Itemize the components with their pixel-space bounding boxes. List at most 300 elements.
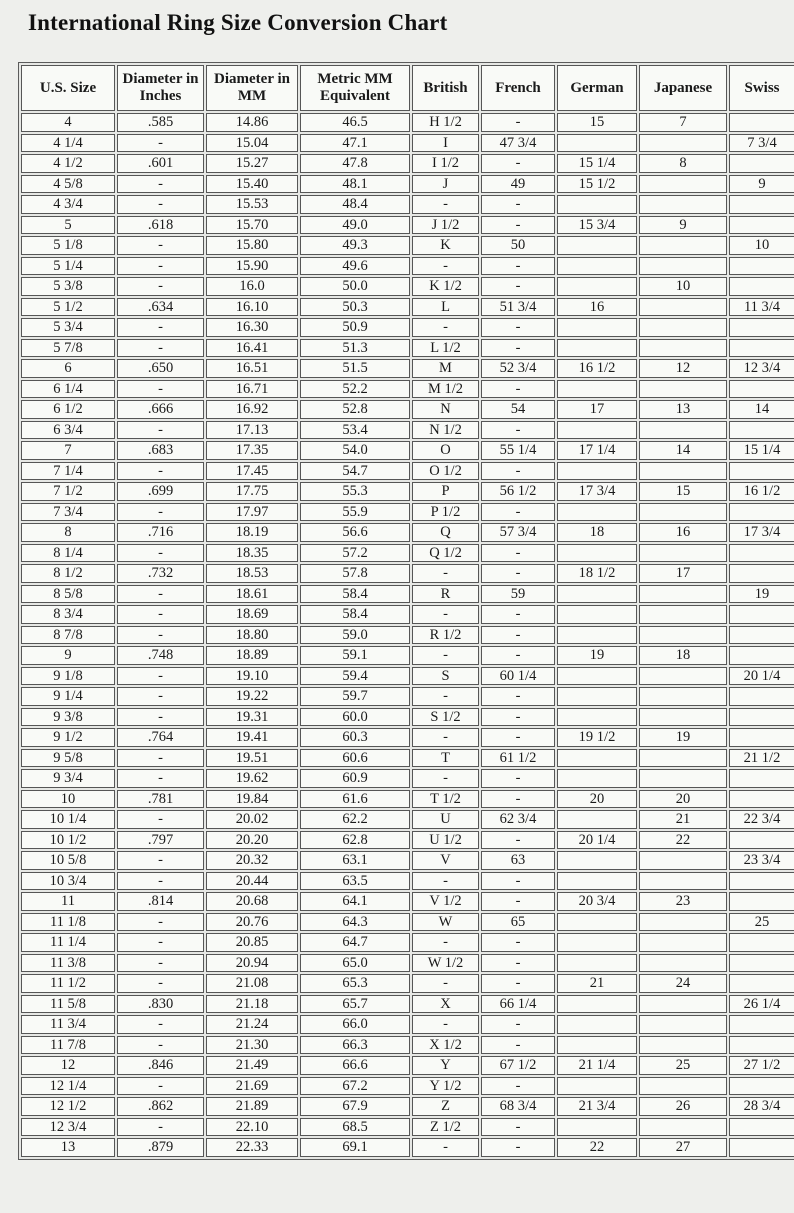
table-row — [21, 626, 794, 645]
table-cell: 5 — [21, 216, 115, 235]
table-cell: 65 — [481, 913, 555, 932]
table-cell: 9 3/8 — [21, 708, 115, 727]
table-cell: 18.35 — [206, 544, 298, 563]
table-cell: 5 3/8 — [21, 277, 115, 296]
table-row — [21, 1138, 794, 1157]
table-row — [21, 195, 794, 214]
table-cell: .650 — [117, 359, 204, 378]
table-row — [21, 462, 794, 481]
table-cell — [557, 585, 637, 604]
table-cell: Y 1/2 — [412, 1077, 479, 1096]
table-row — [21, 605, 794, 624]
table-cell — [639, 954, 727, 973]
table-cell: 22 — [557, 1138, 637, 1157]
table-cell: R 1/2 — [412, 626, 479, 645]
table-cell: 18 — [639, 646, 727, 665]
table-cell: 18.80 — [206, 626, 298, 645]
table-cell: 20 1/4 — [557, 831, 637, 850]
table-cell: - — [412, 564, 479, 583]
table-row — [21, 1056, 794, 1075]
table-cell: L 1/2 — [412, 339, 479, 358]
table-cell: 4 1/2 — [21, 154, 115, 173]
table-cell: 15.70 — [206, 216, 298, 235]
table-cell: 17 3/4 — [729, 523, 794, 542]
table-cell: N — [412, 400, 479, 419]
table-cell: - — [481, 626, 555, 645]
table-cell: - — [412, 728, 479, 747]
table-cell: 12 — [639, 359, 727, 378]
table-cell: 18.19 — [206, 523, 298, 542]
table-cell — [557, 954, 637, 973]
table-cell: 20.32 — [206, 851, 298, 870]
table-cell: 55.3 — [300, 482, 410, 501]
table-cell: 5 1/8 — [21, 236, 115, 255]
table-cell: 23 3/4 — [729, 851, 794, 870]
table-cell — [639, 708, 727, 727]
table-cell: 11 7/8 — [21, 1036, 115, 1055]
table-cell: T — [412, 749, 479, 768]
column-header: Swiss — [729, 65, 794, 111]
table-cell: 63.1 — [300, 851, 410, 870]
table-cell: 9 5/8 — [21, 749, 115, 768]
table-cell — [639, 872, 727, 891]
table-cell: 15 — [639, 482, 727, 501]
table-cell — [729, 1077, 794, 1096]
table-cell: - — [117, 134, 204, 153]
table-cell — [639, 1077, 727, 1096]
table-cell: - — [117, 769, 204, 788]
table-cell — [729, 113, 794, 132]
table-cell: 47.8 — [300, 154, 410, 173]
table-cell — [557, 277, 637, 296]
table-cell: 64.7 — [300, 933, 410, 952]
table-cell: 62.2 — [300, 810, 410, 829]
table-cell: Z 1/2 — [412, 1118, 479, 1137]
table-cell: 21 1/4 — [557, 1056, 637, 1075]
table-cell: - — [481, 339, 555, 358]
table-cell: 18.89 — [206, 646, 298, 665]
table-cell: 7 1/2 — [21, 482, 115, 501]
table-cell: 11 3/4 — [729, 298, 794, 317]
table-cell: 15 1/2 — [557, 175, 637, 194]
table-cell: - — [412, 605, 479, 624]
table-cell: 66 1/4 — [481, 995, 555, 1014]
table-cell: 59.4 — [300, 667, 410, 686]
table-cell: 60 1/4 — [481, 667, 555, 686]
table-cell: 21.69 — [206, 1077, 298, 1096]
table-cell: 11 5/8 — [21, 995, 115, 1014]
table-cell: 14.86 — [206, 113, 298, 132]
table-cell: 49 — [481, 175, 555, 194]
table-cell — [729, 564, 794, 583]
table-cell: - — [412, 933, 479, 952]
table-cell: - — [412, 769, 479, 788]
column-header: Metric MM Equivalent — [300, 65, 410, 111]
table-cell — [557, 872, 637, 891]
table-cell: - — [117, 175, 204, 194]
table-cell: 7 — [21, 441, 115, 460]
column-header: Diameter in Inches — [117, 65, 204, 111]
table-cell: 65.7 — [300, 995, 410, 1014]
table-body — [21, 113, 794, 1157]
table-cell: 16.51 — [206, 359, 298, 378]
table-cell: 19.22 — [206, 687, 298, 706]
table-cell: - — [117, 462, 204, 481]
table-cell: - — [117, 708, 204, 727]
table-cell: - — [481, 1015, 555, 1034]
table-cell: 11 1/4 — [21, 933, 115, 952]
table-cell: 4 1/4 — [21, 134, 115, 153]
table-cell: - — [481, 1118, 555, 1137]
table-cell: 49.3 — [300, 236, 410, 255]
table-cell: 11 — [21, 892, 115, 911]
table-cell — [729, 687, 794, 706]
table-cell: 57.8 — [300, 564, 410, 583]
table-cell: 50.9 — [300, 318, 410, 337]
table-cell — [729, 503, 794, 522]
table-cell: 21.08 — [206, 974, 298, 993]
table-cell: .683 — [117, 441, 204, 460]
table-cell — [557, 810, 637, 829]
column-header: Japanese — [639, 65, 727, 111]
table-cell: 21 — [557, 974, 637, 993]
table-cell: - — [412, 1015, 479, 1034]
table-cell: 66.6 — [300, 1056, 410, 1075]
table-cell: I — [412, 134, 479, 153]
table-cell: - — [481, 154, 555, 173]
table-cell: - — [117, 749, 204, 768]
table-cell — [729, 277, 794, 296]
table-cell: 49.6 — [300, 257, 410, 276]
table-cell — [729, 1118, 794, 1137]
table-row — [21, 216, 794, 235]
table-cell: 48.4 — [300, 195, 410, 214]
table-cell: 10 — [21, 790, 115, 809]
table-cell: .699 — [117, 482, 204, 501]
table-cell: 6 3/4 — [21, 421, 115, 440]
table-cell: W — [412, 913, 479, 932]
table-cell: 12 3/4 — [21, 1118, 115, 1137]
table-cell: 13 — [639, 400, 727, 419]
table-cell: 5 3/4 — [21, 318, 115, 337]
table-cell — [729, 831, 794, 850]
table-cell: - — [481, 421, 555, 440]
table-cell: 63.5 — [300, 872, 410, 891]
table-cell: 21 3/4 — [557, 1097, 637, 1116]
table-cell: 64.3 — [300, 913, 410, 932]
table-cell — [729, 892, 794, 911]
table-cell: 19 — [557, 646, 637, 665]
table-cell: K 1/2 — [412, 277, 479, 296]
table-cell: .585 — [117, 113, 204, 132]
table-cell: 20.76 — [206, 913, 298, 932]
table-cell — [729, 872, 794, 891]
table-cell: 57 3/4 — [481, 523, 555, 542]
table-cell — [557, 380, 637, 399]
table-cell: .618 — [117, 216, 204, 235]
table-cell: 5 1/4 — [21, 257, 115, 276]
table-cell: 62 3/4 — [481, 810, 555, 829]
table-cell: .732 — [117, 564, 204, 583]
table-cell: 26 1/4 — [729, 995, 794, 1014]
table-cell: 4 — [21, 113, 115, 132]
table-cell: 21.18 — [206, 995, 298, 1014]
table-cell: 23 — [639, 892, 727, 911]
table-cell: - — [481, 646, 555, 665]
table-cell: 9 — [639, 216, 727, 235]
table-cell: 24 — [639, 974, 727, 993]
table-cell: 21.30 — [206, 1036, 298, 1055]
table-cell: 57.2 — [300, 544, 410, 563]
table-cell: - — [117, 1118, 204, 1137]
table-cell: - — [481, 318, 555, 337]
table-cell: - — [117, 585, 204, 604]
table-cell: 13 — [21, 1138, 115, 1157]
table-cell: 19 1/2 — [557, 728, 637, 747]
table-cell: L — [412, 298, 479, 317]
table-cell: 5 7/8 — [21, 339, 115, 358]
table-cell: X — [412, 995, 479, 1014]
table-row — [21, 482, 794, 501]
table-cell — [557, 503, 637, 522]
table-cell — [639, 298, 727, 317]
table-row — [21, 113, 794, 132]
table-cell — [729, 790, 794, 809]
table-row — [21, 810, 794, 829]
table-cell — [729, 421, 794, 440]
table-row — [21, 831, 794, 850]
table-row — [21, 913, 794, 932]
table-cell: 20.02 — [206, 810, 298, 829]
table-cell: 16 — [639, 523, 727, 542]
table-cell: 6 1/4 — [21, 380, 115, 399]
table-cell: 12 3/4 — [729, 359, 794, 378]
table-cell: - — [117, 257, 204, 276]
table-cell: - — [117, 667, 204, 686]
table-cell: 17 1/4 — [557, 441, 637, 460]
table-cell: 11 3/8 — [21, 954, 115, 973]
table-cell: 11 1/8 — [21, 913, 115, 932]
table-cell: - — [412, 195, 479, 214]
table-cell — [639, 687, 727, 706]
table-cell: 60.6 — [300, 749, 410, 768]
table-row — [21, 277, 794, 296]
table-cell — [729, 462, 794, 481]
table-cell: 19.84 — [206, 790, 298, 809]
table-cell — [639, 585, 727, 604]
table-cell: 16.71 — [206, 380, 298, 399]
table-cell: - — [481, 728, 555, 747]
table-cell: - — [412, 646, 479, 665]
table-cell — [639, 318, 727, 337]
table-cell: 52.8 — [300, 400, 410, 419]
table-cell: 16.10 — [206, 298, 298, 317]
table-cell — [557, 195, 637, 214]
table-cell — [639, 605, 727, 624]
table-cell: 53.4 — [300, 421, 410, 440]
table-cell — [557, 995, 637, 1014]
table-cell: - — [117, 872, 204, 891]
table-cell: 18 1/2 — [557, 564, 637, 583]
table-cell: 27 1/2 — [729, 1056, 794, 1075]
table-cell: 61 1/2 — [481, 749, 555, 768]
table-cell: 65.3 — [300, 974, 410, 993]
table-cell: 46.5 — [300, 113, 410, 132]
table-row — [21, 564, 794, 583]
table-cell: I 1/2 — [412, 154, 479, 173]
table-cell: 25 — [729, 913, 794, 932]
table-cell: - — [481, 974, 555, 993]
table-cell: 8 1/2 — [21, 564, 115, 583]
table-cell: 11 1/2 — [21, 974, 115, 993]
table-cell: 14 — [639, 441, 727, 460]
table-cell: - — [117, 195, 204, 214]
table-cell: 51.5 — [300, 359, 410, 378]
table-cell: 20 — [639, 790, 727, 809]
table-cell: - — [117, 544, 204, 563]
table-cell: - — [117, 605, 204, 624]
table-row — [21, 872, 794, 891]
table-cell: - — [117, 277, 204, 296]
table-cell: M 1/2 — [412, 380, 479, 399]
table-cell: 19.10 — [206, 667, 298, 686]
table-cell — [639, 236, 727, 255]
table-cell — [639, 421, 727, 440]
table-cell — [557, 1036, 637, 1055]
table-cell: .814 — [117, 892, 204, 911]
table-cell: 10 — [639, 277, 727, 296]
table-cell: 51.3 — [300, 339, 410, 358]
table-row — [21, 667, 794, 686]
table-cell: H 1/2 — [412, 113, 479, 132]
table-row — [21, 769, 794, 788]
table-cell: - — [481, 872, 555, 891]
table-row — [21, 503, 794, 522]
table-cell: 63 — [481, 851, 555, 870]
table-cell — [729, 954, 794, 973]
table-cell: 59.0 — [300, 626, 410, 645]
table-cell: 15.04 — [206, 134, 298, 153]
table-cell: 68 3/4 — [481, 1097, 555, 1116]
table-cell — [729, 544, 794, 563]
table-cell: 10 5/8 — [21, 851, 115, 870]
table-cell: - — [481, 564, 555, 583]
table-cell: 15.40 — [206, 175, 298, 194]
table-cell — [639, 626, 727, 645]
table-cell: - — [117, 503, 204, 522]
table-cell: - — [117, 913, 204, 932]
table-cell: 22 3/4 — [729, 810, 794, 829]
table-cell: V — [412, 851, 479, 870]
table-cell — [729, 154, 794, 173]
table-cell: .634 — [117, 298, 204, 317]
table-cell — [639, 503, 727, 522]
table-cell: - — [481, 1138, 555, 1157]
table-cell: 52 3/4 — [481, 359, 555, 378]
table-cell: 20.44 — [206, 872, 298, 891]
table-cell — [557, 257, 637, 276]
table-cell: 52.2 — [300, 380, 410, 399]
table-cell: - — [117, 1077, 204, 1096]
table-cell: - — [481, 892, 555, 911]
table-cell: 16 1/2 — [729, 482, 794, 501]
table-cell: 17 3/4 — [557, 482, 637, 501]
column-header: French — [481, 65, 555, 111]
table-cell: J 1/2 — [412, 216, 479, 235]
table-cell: 15 1/4 — [557, 154, 637, 173]
table-cell: 60.9 — [300, 769, 410, 788]
table-cell: 20.20 — [206, 831, 298, 850]
table-cell: 17.13 — [206, 421, 298, 440]
table-cell: 9 1/4 — [21, 687, 115, 706]
table-cell: - — [117, 810, 204, 829]
table-cell — [639, 195, 727, 214]
table-cell: 47.1 — [300, 134, 410, 153]
table-cell — [639, 667, 727, 686]
table-cell: - — [481, 462, 555, 481]
table-cell: 9 3/4 — [21, 769, 115, 788]
table-cell: .764 — [117, 728, 204, 747]
table-cell: - — [481, 708, 555, 727]
table-cell: 15.80 — [206, 236, 298, 255]
table-cell: .716 — [117, 523, 204, 542]
table-cell: K — [412, 236, 479, 255]
table-row — [21, 257, 794, 276]
table-cell: 20.85 — [206, 933, 298, 952]
table-cell: 6 — [21, 359, 115, 378]
table-cell: 65.0 — [300, 954, 410, 973]
table-cell: 19 — [729, 585, 794, 604]
table-row — [21, 544, 794, 563]
table-cell: 19.41 — [206, 728, 298, 747]
table-cell: M — [412, 359, 479, 378]
table-cell: 21 — [639, 810, 727, 829]
table-cell: 12 — [21, 1056, 115, 1075]
table-cell — [639, 257, 727, 276]
table-cell — [557, 236, 637, 255]
table-cell: - — [117, 421, 204, 440]
table-cell: J — [412, 175, 479, 194]
table-cell — [729, 1015, 794, 1034]
table-cell: 17.35 — [206, 441, 298, 460]
table-cell — [557, 687, 637, 706]
table-cell: 66.3 — [300, 1036, 410, 1055]
table-cell — [557, 667, 637, 686]
table-cell: - — [481, 831, 555, 850]
table-cell: 21.89 — [206, 1097, 298, 1116]
table-cell: .846 — [117, 1056, 204, 1075]
table-cell: 10 1/4 — [21, 810, 115, 829]
table-cell — [557, 1015, 637, 1034]
table-cell: 15.53 — [206, 195, 298, 214]
table-cell: 16.41 — [206, 339, 298, 358]
table-row — [21, 1015, 794, 1034]
table-cell: 22.33 — [206, 1138, 298, 1157]
table-cell — [639, 339, 727, 358]
table-cell: 50 — [481, 236, 555, 255]
table-cell: 64.1 — [300, 892, 410, 911]
table-cell: 7 — [639, 113, 727, 132]
table-cell: 8 1/4 — [21, 544, 115, 563]
table-row — [21, 749, 794, 768]
table-cell: Q — [412, 523, 479, 542]
table-cell: 10 3/4 — [21, 872, 115, 891]
table-cell: 68.5 — [300, 1118, 410, 1137]
table-row — [21, 298, 794, 317]
table-cell: 16.30 — [206, 318, 298, 337]
table-cell: 27 — [639, 1138, 727, 1157]
table-cell: R — [412, 585, 479, 604]
